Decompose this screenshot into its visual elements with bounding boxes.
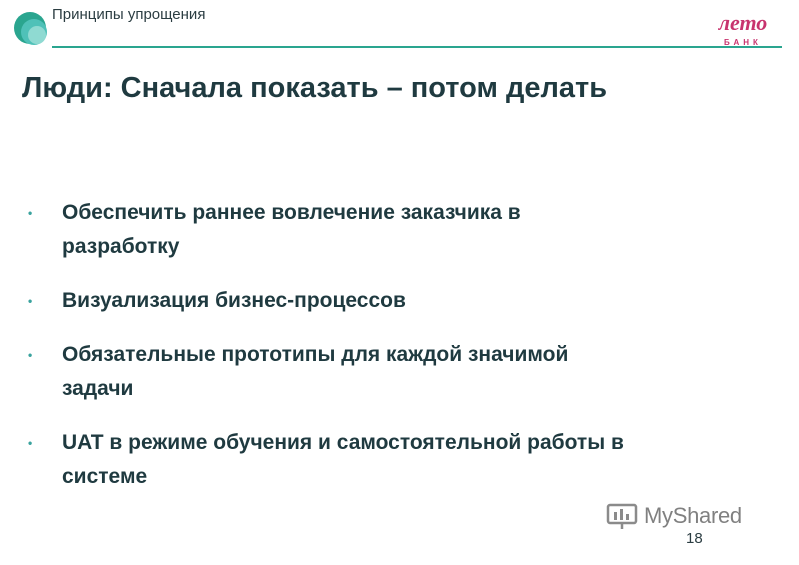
bullet-list [22,196,782,514]
bullet-text-line: задачи [62,377,134,400]
bullet-dot-icon: • [28,206,33,220]
bullet-text-line: разработку [62,235,180,258]
header-divider [52,46,782,48]
page-number: 18 [686,530,703,547]
brand-logo-sub: БАНК [724,38,762,47]
bullet-item [22,284,782,318]
bullet-item [22,426,782,494]
bullet-text-line: Обеспечить раннее вовлечение заказчика в [62,201,521,224]
slide-title: Люди: Сначала показать – потом делать [22,72,608,104]
bullet-text-line: UAT в режиме обучения и самостоятельной работы в [62,431,624,454]
bullet-item [22,338,782,406]
bullet-text-line: Обязательные прототипы для каждой значимой [62,343,569,366]
bullet-dot-icon: • [28,348,33,362]
bullet-text-line: Визуализация бизнес-процессов [62,289,406,312]
watermark-text: MyShared [644,503,742,528]
section-logo-icon [12,10,48,46]
watermark [606,502,742,530]
brand-logo-name: лето [718,10,768,35]
bullet-item [22,196,782,264]
bullet-dot-icon: • [28,294,33,308]
bullet-dot-icon: • [28,436,33,450]
bullet-text-line: системе [62,465,148,488]
presentation-board-icon [606,502,638,530]
brand-logo [708,8,778,48]
section-title: Принципы упрощения [52,6,206,23]
